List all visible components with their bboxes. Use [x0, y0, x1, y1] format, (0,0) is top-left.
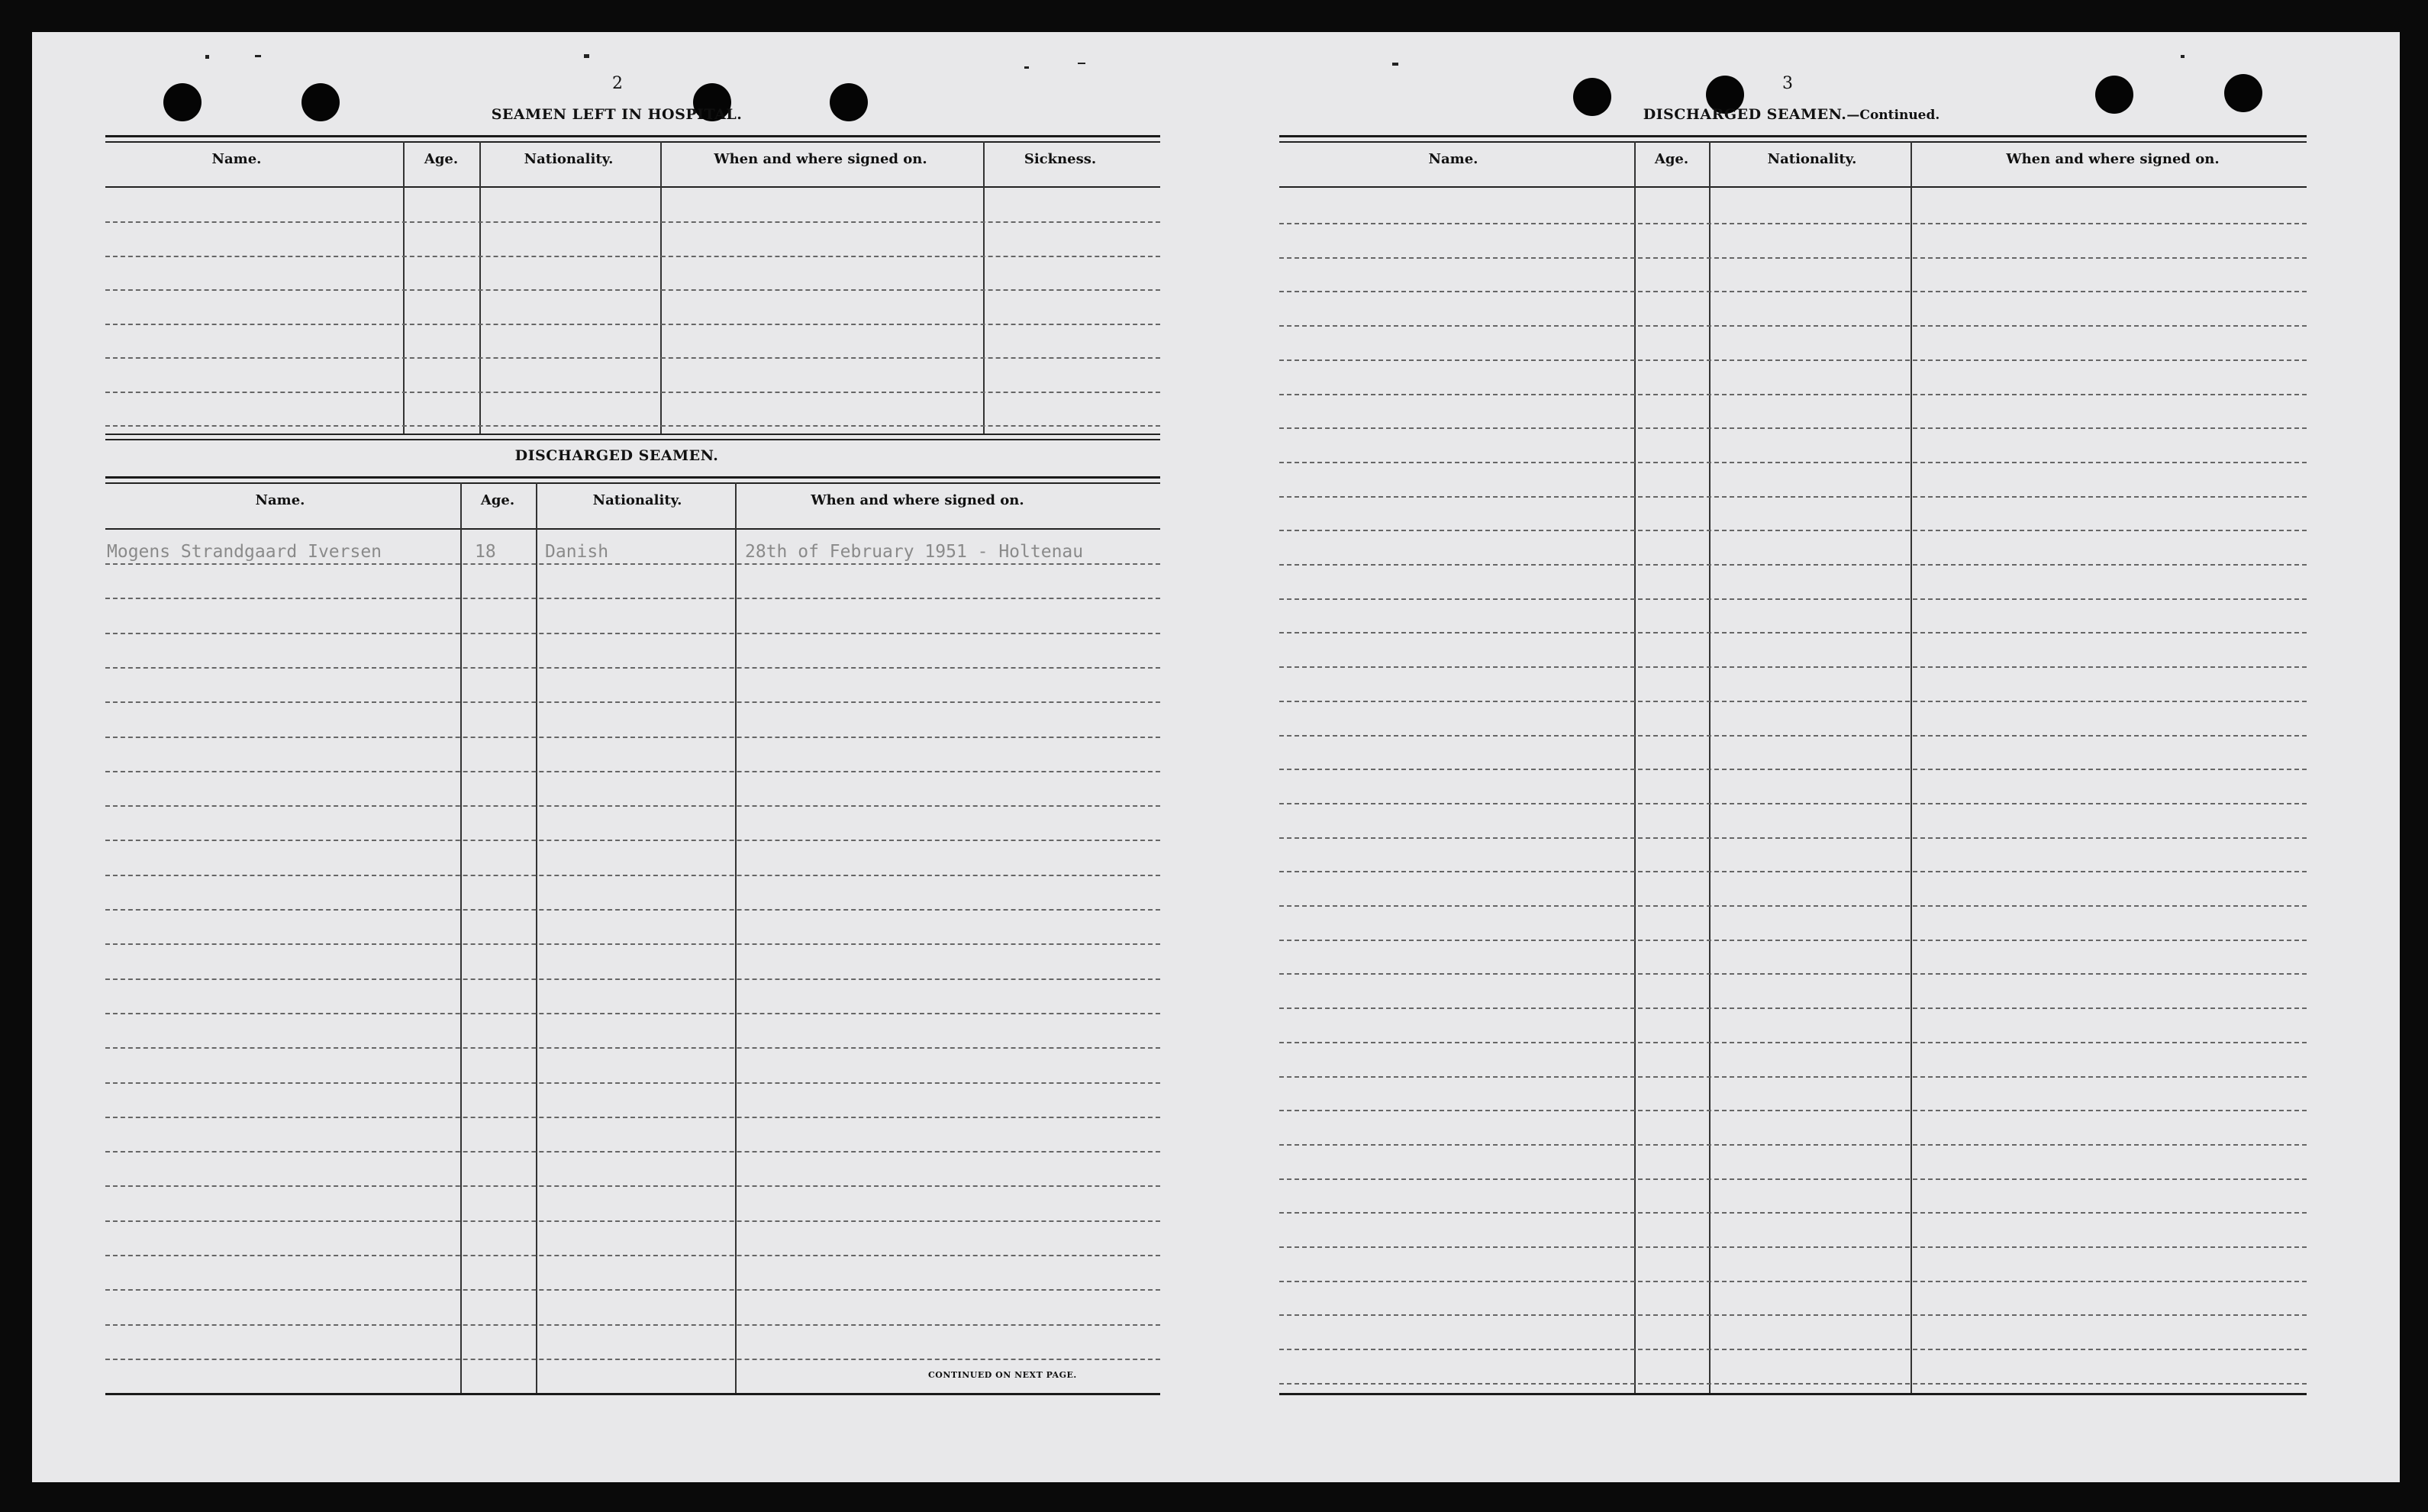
ruled-line	[105, 633, 1160, 634]
hospital-top-rule-2	[105, 141, 1160, 143]
ruled-line	[1279, 1212, 2307, 1214]
ruled-line	[1279, 803, 2307, 804]
right-top-rule	[1279, 135, 2307, 137]
ruled-line	[105, 563, 1160, 565]
ruled-line	[105, 909, 1160, 911]
title-continued: —Continued.	[1846, 108, 1940, 123]
ink-speck	[1024, 66, 1029, 69]
right-divider	[1634, 141, 1636, 1393]
ruled-line	[1279, 973, 2307, 975]
ruled-line	[1279, 359, 2307, 361]
ruled-line	[1279, 1178, 2307, 1180]
hospital-col-nationality: Nationality.	[524, 151, 614, 167]
hospital-col-name: Name.	[211, 151, 262, 167]
page-number: 3	[1782, 74, 1793, 93]
discharged-divider	[460, 482, 462, 1393]
ruled-line	[105, 1013, 1160, 1014]
ruled-line	[1279, 598, 2307, 600]
ruled-line	[1279, 223, 2307, 224]
page-number: 2	[612, 74, 623, 93]
discharged-top-rule-2	[105, 482, 1160, 484]
discharged-divider	[536, 482, 537, 1393]
right-divider	[1910, 141, 1912, 1393]
seaman-age: 18	[475, 542, 496, 562]
discharged-top-rule	[105, 476, 1160, 479]
ruled-line	[1279, 1383, 2307, 1385]
ruled-line	[105, 978, 1160, 980]
ruled-line	[105, 221, 1160, 223]
continued-note: CONTINUED ON NEXT PAGE.	[928, 1370, 1077, 1380]
ruled-line	[105, 1324, 1160, 1326]
hospital-divider	[660, 141, 662, 434]
ruled-line	[1279, 632, 2307, 633]
ruled-line	[105, 1220, 1160, 1222]
ruled-line	[1279, 769, 2307, 770]
ruled-line	[105, 1185, 1160, 1187]
discharged-bottom-rule	[105, 1393, 1160, 1395]
ruled-line	[1279, 530, 2307, 531]
ruled-line	[1279, 940, 2307, 941]
ruled-line	[1279, 701, 2307, 702]
ruled-line	[1279, 837, 2307, 839]
ruled-line	[1279, 1281, 2307, 1282]
hospital-bottom-rule	[105, 434, 1160, 435]
ruled-line	[1279, 1314, 2307, 1316]
punch-hole	[301, 83, 340, 121]
punch-hole	[1573, 78, 1611, 116]
ruled-line	[1279, 666, 2307, 668]
punch-hole	[2095, 76, 2133, 114]
ruled-line	[105, 1359, 1160, 1360]
right-divider	[1709, 141, 1711, 1393]
ruled-line	[1279, 1007, 2307, 1009]
hospital-top-rule	[105, 135, 1160, 137]
discharged-section-title: DISCHARGED SEAMEN.	[514, 447, 719, 464]
ruled-line	[105, 1117, 1160, 1118]
ruled-line	[1279, 462, 2307, 463]
ruled-line	[105, 324, 1160, 325]
ruled-line	[105, 1255, 1160, 1256]
discharged-header-rule	[105, 528, 1160, 530]
ruled-line	[105, 1151, 1160, 1153]
hospital-col-age: Age.	[424, 151, 459, 167]
ruled-line	[105, 1047, 1160, 1049]
hospital-divider	[403, 141, 405, 434]
hospital-col-sickness: Sickness.	[1024, 151, 1097, 167]
ruled-line	[105, 875, 1160, 876]
hospital-bottom-rule-2	[105, 439, 1160, 440]
title-main: DISCHARGED SEAMEN.	[1643, 106, 1847, 123]
discharged-col-name: Name.	[255, 492, 305, 508]
ruled-line	[105, 392, 1160, 393]
seaman-nationality: Danish	[545, 542, 609, 562]
ruled-line	[105, 667, 1160, 669]
discharged-continued-title	[1643, 106, 1940, 123]
ruled-line	[1279, 427, 2307, 429]
hospital-col-signed-on: When and where signed on.	[714, 151, 927, 167]
discharged-divider	[735, 482, 737, 1393]
ruled-line	[105, 289, 1160, 291]
discharged-col-nationality: Nationality.	[592, 492, 682, 508]
ruled-line	[1279, 291, 2307, 292]
right-col-signed-on: When and where signed on.	[2006, 151, 2220, 167]
ledger-spread	[32, 32, 2400, 1482]
ink-speck	[1392, 63, 1398, 66]
ruled-line	[1279, 735, 2307, 737]
hospital-header-rule	[105, 186, 1160, 188]
seaman-signed-on: 28th of February 1951 - Holtenau	[745, 542, 1084, 562]
ruled-line	[1279, 1042, 2307, 1043]
discharged-col-signed-on: When and where signed on.	[811, 492, 1024, 508]
right-header-rule	[1279, 186, 2307, 188]
ruled-line	[105, 737, 1160, 738]
ruled-line	[1279, 257, 2307, 259]
ruled-line	[105, 943, 1160, 945]
ink-speck	[2181, 55, 2185, 58]
ruled-line	[1279, 1349, 2307, 1350]
punch-hole	[830, 83, 868, 121]
ruled-line	[105, 425, 1160, 427]
discharged-col-age: Age.	[480, 492, 515, 508]
ink-speck	[205, 55, 209, 59]
right-col-age: Age.	[1654, 151, 1689, 167]
ruled-line	[1279, 496, 2307, 498]
ink-speck	[584, 54, 589, 58]
punch-hole	[163, 83, 202, 121]
ruled-line	[105, 598, 1160, 599]
hospital-section-title: SEAMEN LEFT IN HOSPITAL.	[491, 106, 743, 123]
ruled-line	[1279, 325, 2307, 327]
ruled-line	[105, 771, 1160, 772]
ruled-line	[105, 1289, 1160, 1291]
ruled-line	[105, 805, 1160, 807]
ruled-line	[1279, 905, 2307, 907]
right-col-nationality: Nationality.	[1767, 151, 1857, 167]
ruled-line	[1279, 871, 2307, 872]
ruled-line	[1279, 564, 2307, 566]
ink-speck	[255, 55, 261, 57]
right-bottom-rule	[1279, 1393, 2307, 1395]
right-col-name: Name.	[1428, 151, 1478, 167]
ruled-line	[1279, 1144, 2307, 1146]
ink-speck	[1078, 63, 1085, 64]
ruled-line	[105, 1082, 1160, 1084]
punch-hole	[2224, 74, 2262, 112]
ruled-line	[105, 701, 1160, 703]
ruled-line	[1279, 1076, 2307, 1078]
seaman-name: Mogens Strandgaard Iversen	[107, 542, 382, 562]
right-top-rule-2	[1279, 141, 2307, 143]
ruled-line	[1279, 1246, 2307, 1248]
ruled-line	[105, 256, 1160, 257]
hospital-divider	[479, 141, 481, 434]
ruled-line	[1279, 1110, 2307, 1111]
ruled-line	[105, 840, 1160, 841]
hospital-divider	[983, 141, 985, 434]
ruled-line	[105, 357, 1160, 359]
ruled-line	[1279, 394, 2307, 395]
